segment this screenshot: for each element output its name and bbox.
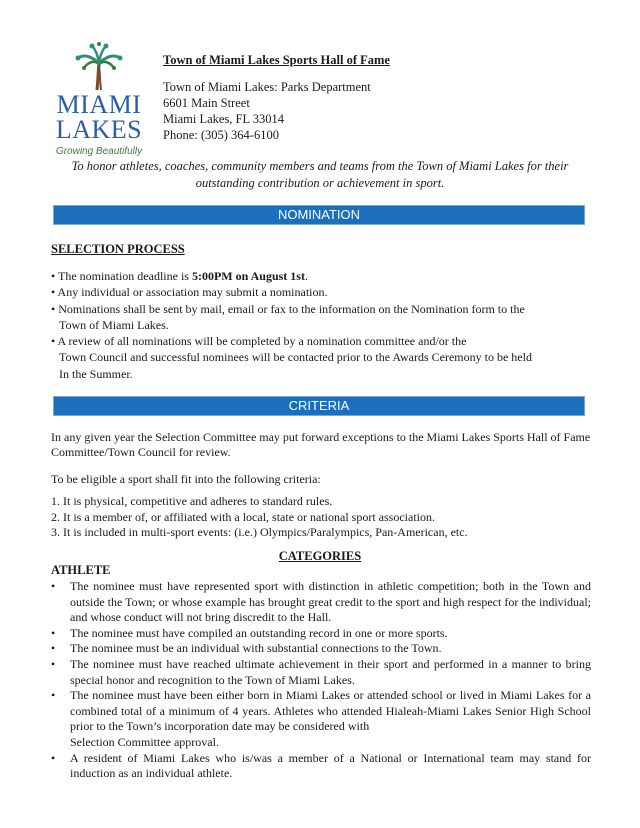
list-item: • Any individual or association may submit a nomination.: [51, 285, 328, 300]
list-item: • A review of all nominations will be completed by a nomination committee and/or the: [51, 334, 467, 349]
list-item: • The nomination deadline is 5:00PM on August 1st.: [51, 269, 308, 283]
athlete-criteria-list: [51, 579, 591, 782]
list-item: • The nominee must have represented sport with distinction in athletic competition; both in the Town and outside the Town; or whose example has brought great credit to the sport and high respect for the individual; and whose conduct will not bring discredit to the Hall.: [51, 579, 591, 625]
criteria-item: 1. It is physical, competitive and adheres to standard rules.: [51, 494, 333, 508]
criteria-item: 3. It is included in multi-sport events: (i.e.) Olympics/Paralympics, Pan-American, etc.: [51, 525, 468, 539]
list-item-continuation: Town of Miami Lakes.: [59, 317, 169, 332]
list-item-text: Any individual or association may submit a nomination.: [57, 285, 328, 300]
criteria-paragraph: In any given year the Selection Committee may put forward exceptions to the Miami Lakes Sports Hall of Fame Committee/Town Council for review.: [51, 430, 591, 459]
logo-word-miami: MIAMI: [56, 90, 142, 119]
deadline-text: The nomination deadline is: [57, 269, 192, 283]
list-item: • A resident of Miami Lakes who is/was a member of a National or International team may stand for induction as an individual athlete.: [51, 750, 591, 781]
mission-line: To honor athletes, coaches, community members and teams from the Town of Miami Lakes for their: [71, 159, 569, 173]
selection-process-heading: SELECTION PROCESS: [51, 242, 185, 256]
mission-line: outstanding contribution or achievement in sport.: [195, 176, 445, 190]
list-item-continuation: Town Council and successful nominees will be contacted prior to the Awards Ceremony to be held: [59, 350, 532, 365]
list-item: • The nominee must be an individual with substantial connections to the Town.: [51, 641, 442, 656]
deadline-date: 5:00PM on August 1st: [191, 269, 305, 283]
list-item-continuation: In the Summer.: [59, 366, 133, 381]
hall-of-fame-title: Town of Miami Lakes Sports Hall of Fame: [163, 53, 390, 67]
address-line: Town of Miami Lakes: Parks Department: [163, 80, 371, 94]
address-line: Miami Lakes, FL 33014: [163, 112, 285, 126]
deadline-period: .: [304, 269, 308, 283]
list-item: • The nominee must have compiled an outstanding record in one or more sports.: [51, 625, 448, 640]
list-item-text: A review of all nominations will be completed by a nomination committee and/or the: [57, 334, 467, 349]
address-block: [163, 79, 371, 143]
list-item-text: The nominee must have been either born in Miami Lakes or attended school or lived in Miami Lakes for a combined total of a minimum of 4 years. Athletes who attended Hialeah-Miami Lakes Senior High School prior to the Town’s incorporation date may be considered with: [70, 688, 591, 734]
address-line: 6601 Main Street: [163, 96, 250, 110]
logo-tagline: Growing Beautifully: [55, 146, 143, 157]
criteria-intro: To be eligible a sport shall fit into the following criteria:: [51, 472, 321, 486]
selection-process-list: [51, 268, 591, 382]
list-item-text: Nominations shall be sent by mail, email or fax to the information on the Nomination form to the: [58, 301, 525, 316]
criteria-section-bar: CRITERIA: [53, 396, 585, 416]
athlete-heading: ATHLETE: [51, 563, 111, 577]
phone-line: Phone: (305) 364-6100: [163, 128, 279, 142]
town-logo: [54, 42, 144, 157]
list-item-continuation: Selection Committee approval.: [70, 734, 219, 749]
list-item: • Nominations shall be sent by mail, email or fax to the information on the Nomination form to the: [51, 301, 525, 316]
list-item-text: The nominee must be an individual with substantial connections to the Town.: [70, 641, 442, 656]
list-item-text: The nominee must have reached ultimate achievement in their sport and performed in a manner to bring special honor and recognition to the Town of Miami Lakes.: [70, 656, 591, 687]
nomination-section-bar: NOMINATION: [53, 205, 585, 225]
categories-heading: CATEGORIES: [278, 549, 362, 563]
list-item: • The nominee must have reached ultimate achievement in their sport and performed in a manner to bring special honor and recognition to the Town of Miami Lakes.: [51, 656, 591, 687]
logo-word-lakes: LAKES: [55, 115, 143, 144]
mission-statement: [40, 158, 600, 192]
list-item-text: The nominee must have represented sport with distinction in athletic competition; both in the Town and outside the Town; or whose example has brought great credit to the sport and high respect for the individual; and whose conduct will not bring discredit to the Hall.: [70, 579, 591, 625]
criteria-list: [51, 494, 468, 541]
list-item-text: The nominee must have compiled an outstanding record in one or more sports.: [70, 625, 448, 640]
list-item-text: A resident of Miami Lakes who is/was a member of a National or International team may stand for induction as an individual athlete.: [70, 750, 591, 781]
criteria-item: 2. It is a member of, or affiliated with a local, state or national sport association.: [51, 509, 435, 524]
palm-tree-icon: [54, 42, 144, 92]
list-item: • The nominee must have been either born in Miami Lakes or attended school or lived in Miami Lakes for a combined total of a minimum of 4 years. Athletes who attended Hialeah-Miami Lakes Senior High School prior to the Town’s incorporation date may be considered with: [51, 688, 591, 734]
